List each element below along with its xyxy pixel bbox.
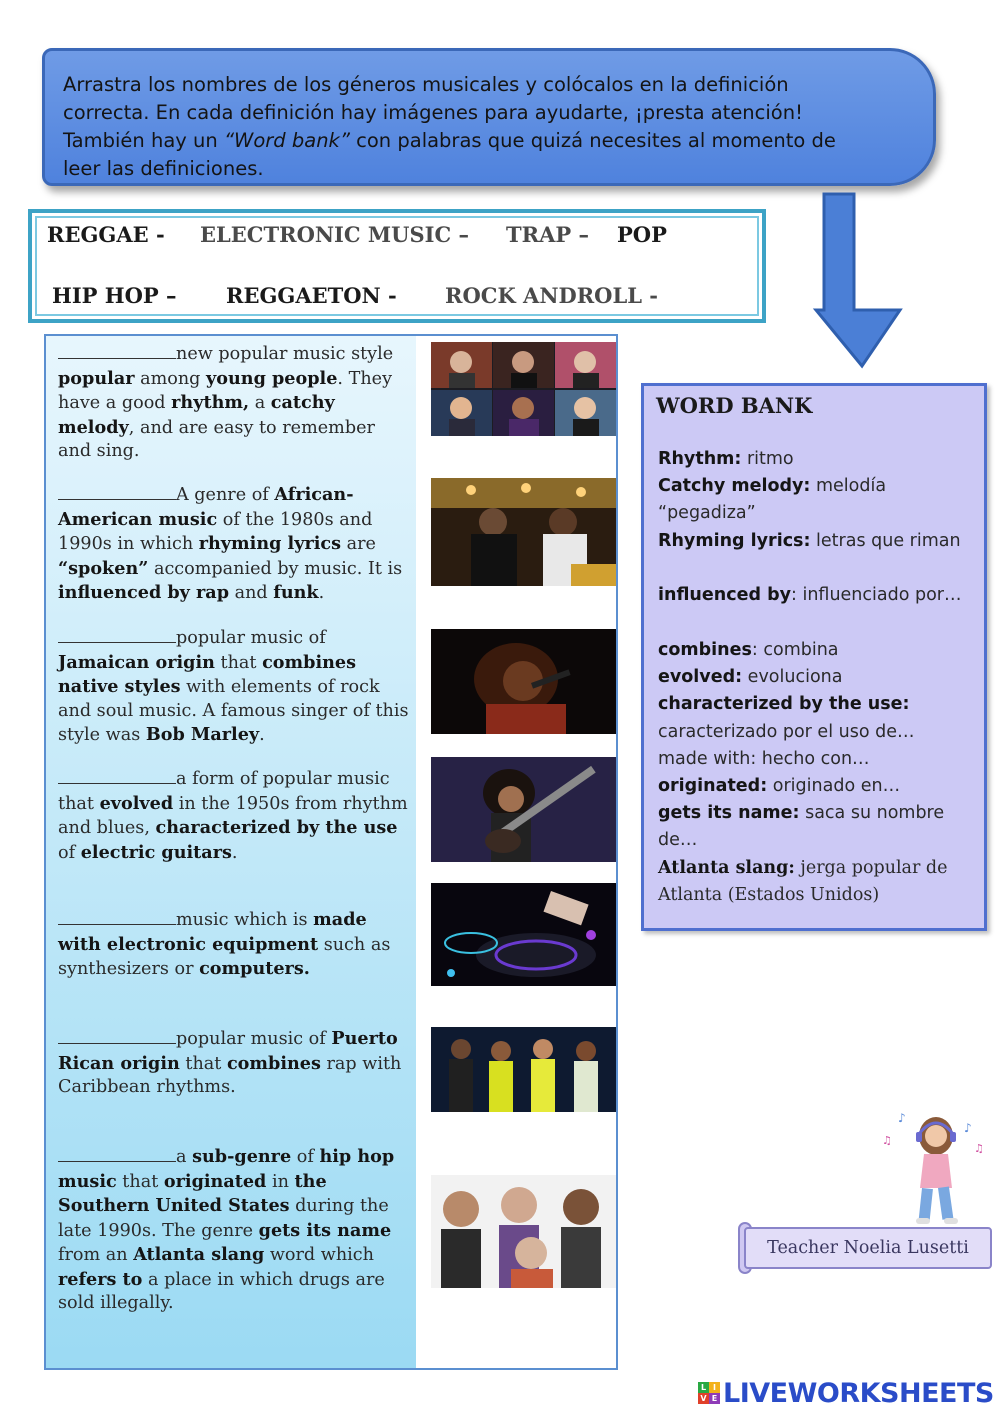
word-bank-entry: influenced by: influenciado por… [658, 585, 962, 605]
word-bank-entry: caracterizado por el uso de… [658, 722, 915, 742]
definition-text: accompanied by music. It is [148, 558, 403, 579]
definition-text: with elements of rock and soul music. A famous singer of this style was [58, 677, 409, 745]
definition-item [58, 626, 410, 748]
trap-artists-photo [431, 1175, 616, 1288]
definition-text: in the 1950s from rhythm and blues, [58, 793, 408, 838]
word-bank-entry: Rhyming lyrics: letras que riman [658, 531, 961, 551]
key-term: originated [163, 1170, 267, 1192]
word-bank-entry: gets its name: saca su nombre de… [658, 803, 945, 850]
key-term: combines [226, 1052, 321, 1074]
word-bank-entry: Atlanta slang: jerga popular de Atlanta (Estados Unidos) [658, 858, 948, 905]
definition-text: word which [264, 1245, 374, 1265]
key-term: made with electronic equipment [58, 909, 367, 955]
definition-text: a form of popular music that [58, 769, 390, 814]
definition-text: a [249, 393, 271, 413]
definition-item [58, 908, 410, 982]
word-bank-entry: Catchy melody: melodía “pegadiza” [658, 476, 887, 523]
answer-blank[interactable] [58, 342, 176, 359]
definition-text: during the late 1990s. The genre [58, 1196, 389, 1241]
svg-text:♫: ♫ [882, 1134, 892, 1147]
word-bank-entry: characterized by the use: [658, 694, 910, 714]
rock-guitarist-photo [431, 757, 616, 862]
definition-text: . They have a good [58, 368, 393, 413]
key-term: young people [206, 367, 338, 389]
definition-text: and [229, 583, 274, 603]
definition-text: of the 1980s and 1990s in which [58, 509, 373, 554]
key-term: electric guitars [80, 841, 232, 863]
genre-chip-rock[interactable]: ROCK ANDROLL - [445, 283, 659, 308]
genre-chip-electronic[interactable]: ELECTRONIC MUSIC – [200, 222, 469, 247]
hiphop-photo [431, 478, 616, 586]
definition-text: . [318, 583, 325, 603]
definition-text: popular music of [176, 1029, 332, 1049]
answer-blank[interactable] [58, 908, 176, 925]
answer-blank[interactable] [58, 483, 176, 500]
definition-text: that [179, 1053, 227, 1074]
instructions-line: Arrastra los nombres de los géneros musicales y colócalos en la definición [63, 73, 789, 96]
definition-text: . [259, 725, 265, 745]
svg-text:♫: ♫ [974, 1142, 984, 1155]
key-term: “spoken” [58, 557, 149, 579]
teacher-name-banner: Teacher Noelia Lusetti [744, 1227, 992, 1269]
svg-text:♪: ♪ [964, 1121, 972, 1135]
key-term: Atlanta slang [133, 1244, 265, 1265]
genre-chip-hiphop[interactable]: HIP HOP – [52, 283, 177, 308]
definition-text: that [116, 1171, 164, 1192]
logo-text: LIVEWORKSHEETS [723, 1377, 994, 1409]
definition-item [58, 483, 410, 606]
reggaeton-photo [431, 1027, 616, 1112]
liveworksheets-logo[interactable] [698, 1376, 994, 1410]
definition-text: popular music of [176, 628, 326, 648]
definition-text: . [231, 842, 238, 863]
key-term: influenced by rap [58, 582, 229, 603]
key-term: characterized by the use [155, 817, 398, 838]
girl-with-headphones-icon [878, 1108, 988, 1230]
definition-text: a place in which drugs are sold illegally. [58, 1269, 385, 1313]
svg-text:♪: ♪ [898, 1111, 906, 1125]
definition-text: from an [58, 1245, 134, 1265]
word-bank-entry: combines: combina [658, 640, 839, 660]
key-term: gets its name [258, 1219, 392, 1241]
definition-text: A genre of [176, 485, 275, 505]
key-term: hip hop music [58, 1146, 395, 1192]
definition-item [58, 1145, 410, 1316]
key-term: Jamaican origin [58, 651, 215, 673]
key-term: evolved [99, 792, 174, 814]
word-bank-entry: made with: hecho con… [658, 749, 870, 769]
definition-text: , and are easy to remember and sing. [58, 417, 375, 461]
definition-text: new popular music style [176, 344, 394, 364]
definition-text: rap with Caribbean rhythms. [58, 1053, 402, 1097]
dj-turntable-photo [431, 883, 616, 986]
answer-blank[interactable] [58, 1145, 176, 1162]
genre-chip-pop[interactable]: POP [617, 222, 667, 247]
down-arrow-icon [812, 192, 908, 370]
definition-item [58, 767, 410, 865]
key-term: popular [58, 367, 135, 389]
key-term: the Southern United States [58, 1170, 327, 1216]
answer-blank[interactable] [58, 1027, 176, 1044]
reggae-photo [431, 629, 616, 734]
definition-text: are [341, 534, 376, 554]
key-term: combines native styles [58, 651, 357, 697]
instructions-line: También hay un “Word bank” con palabras que quizá necesites al momento de [63, 129, 836, 152]
genre-chip-trap[interactable]: TRAP – [506, 222, 589, 247]
key-term: funk [273, 582, 319, 603]
definition-text: of [58, 842, 81, 863]
answer-blank[interactable] [58, 626, 176, 643]
definition-text: such as synthesizers or [58, 934, 391, 979]
word-bank-entry: evolved: evoluciona [658, 667, 843, 687]
key-term: refers to [58, 1268, 143, 1290]
definition-item [58, 342, 410, 464]
genre-chip-reggae[interactable]: REGGAE - [47, 222, 165, 247]
key-term: Puerto Rican origin [58, 1028, 398, 1074]
word-bank-entry: originated: originado en… [658, 776, 901, 796]
key-term: computers. [199, 958, 310, 979]
definition-text: a [176, 1147, 193, 1167]
instructions-line: leer las definiciones. [63, 157, 264, 180]
key-term: catchy melody [58, 392, 335, 438]
instructions-line: correcta. En cada definición hay imágenes para ayudarte, ¡presta atención! [63, 101, 803, 124]
word-bank-title: WORD BANK [656, 393, 813, 418]
answer-blank[interactable] [58, 767, 176, 784]
definition-text: in [266, 1171, 295, 1192]
key-term: rhythm, [171, 392, 250, 413]
key-term: Bob Marley [145, 724, 260, 745]
definition-text: music which is [176, 910, 314, 930]
genre-chip-reggaeton[interactable]: REGGAETON - [226, 283, 397, 308]
instructions-banner [42, 48, 936, 186]
key-term: rhyming lyrics [198, 533, 342, 554]
key-term: African-American music [58, 484, 354, 530]
definition-text: that [214, 652, 263, 673]
pop-singers-photo [431, 342, 616, 436]
word-bank-entry: Rhythm: ritmo [658, 449, 794, 469]
definition-item [58, 1027, 410, 1100]
liveworksheets-logo-icon: L I V E [698, 1382, 720, 1404]
definition-text: of [291, 1147, 320, 1167]
definition-text: among [134, 368, 207, 389]
key-term: sub-genre [192, 1146, 292, 1167]
